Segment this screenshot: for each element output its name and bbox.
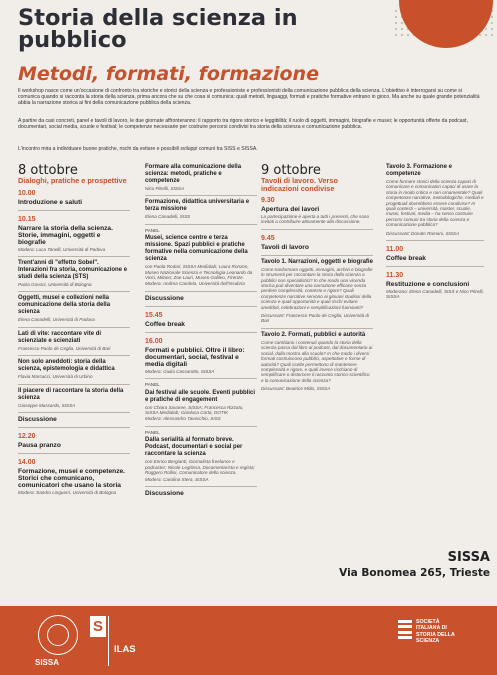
talk-title: Lati di vite: raccontare vite di scienziate e scienziati <box>18 330 102 344</box>
ilas-logo-divider <box>108 616 109 666</box>
orange-circle-decoration <box>399 0 493 48</box>
panel-title: Dalla serialità al formato breve. Podcast, documentari e social per raccontare la scienza <box>145 437 243 458</box>
panel-moderator: Modera: Carolina Stera, SISSA <box>145 476 209 482</box>
day-heading: 9 ottobre <box>261 163 321 178</box>
program-column-4 <box>386 162 484 300</box>
session-description: La partecipazione è aperta a tutti i presenti, che sono invitati a contribuire attivamente alla discussione. <box>261 214 370 225</box>
table-description: Come trasformare oggetti, immagini, archivi e biografie in strumenti per raccontare la storia della scienza a pubblici non specialistici? In che modo una vicenda storica può diventare una narrazione efficace senza perdere complessità, contesto e rigore? Quali competenze narrative servono ai giovani studiosi della scienza e quali opportunità e quali rischi evitare aneddoti, celebrazioni e semplificazioni fuorvianti? <box>261 266 373 310</box>
talk-speaker: Francesco Paolo de Ceglia, Università di Bari <box>18 345 111 351</box>
intro-paragraph-1: Il workshop nasce come un'occasione di confronto tra storiche e storici della scienza e professioniste e professionisti della comunicazione pubblica della scienza. L'obiettivo è interrogarsi su come si comunica quando si racconta la storia della scienza, prima ancora che su che cosa si comunica: quali metodi, linguaggi, formati e pratiche formative entrano in gioco. Ma anche su quale grande potenzialità abbia la narrazione storica ai fini della comunicazione pubblica della scienza. <box>18 88 480 106</box>
program-column-2 <box>145 162 257 497</box>
day-heading: 8 ottobre <box>18 163 78 178</box>
sissa-logo-text: SISSA <box>35 658 60 667</box>
session-moderator: Modera: Sandro Linguerri, Università di Bologna <box>18 489 117 495</box>
session-title: Formazione, musei e competenze. Storici che comunicano, comunicatori che usano la storia <box>18 467 125 489</box>
divider <box>18 412 130 413</box>
session-title: Discussione <box>145 489 184 497</box>
panel-speakers: con Chiara Savaree, SISSA; Francesca Rizzato, SISSA Medialab; Gianluca Carta, DOTIK <box>145 404 244 416</box>
session-title: Discussione <box>18 415 57 423</box>
panel-label: PANEL <box>145 382 160 388</box>
divider <box>18 291 130 292</box>
divider <box>18 355 130 356</box>
siss-logo-line: STORIA DELLA <box>416 631 455 638</box>
talk-speaker: Paola Govoni, Università di Bologna <box>18 281 92 287</box>
session-moderators: Moderano: Elena Canadelli, SISS e Nico Pitrelli, SISSA <box>386 289 484 300</box>
session-title: Formati e pubblici. Oltre il libro: documentari, social, festival e media digitali <box>145 346 245 368</box>
footer-logo-band <box>0 606 497 675</box>
intro-paragraph-3: L'incontro mira a individuare buone pratiche, rischi da evitare e possibili sviluppi comuni tra SISS e SISSA. <box>18 146 258 152</box>
divider <box>261 328 373 329</box>
session-title: Tavoli di lavoro <box>261 243 309 251</box>
divider <box>145 486 257 487</box>
session-time: 14.00 <box>18 458 36 466</box>
divider <box>386 266 484 267</box>
talk-title: Il piacere di raccontare la storia della scienza <box>18 387 124 401</box>
siss-logo-line: ITALIANA DI <box>416 625 447 632</box>
panel-moderator: Modera: Alessandro Tavecchio, SISS <box>145 416 221 422</box>
divider <box>145 426 257 427</box>
talk-speaker: Elena Canadelli, Università di Padova <box>18 317 95 323</box>
divider <box>145 332 257 333</box>
poster-title: Storia della scienza in pubblico <box>18 5 298 53</box>
talk-speaker: Nico Pitrelli, SISSA <box>145 186 185 191</box>
table-discussant: Discussant: Francesco Paolo de Ceglia, Università di Bari <box>261 313 370 324</box>
table-title: Tavolo 3. Formazione e competenze <box>386 164 452 177</box>
sissa-seal-icon <box>38 615 78 655</box>
divider <box>261 255 373 256</box>
divider <box>18 256 130 257</box>
talk-title: Oggetti, musei e collezioni nella comunicazione della storia della scienza <box>18 295 111 316</box>
session-time: 9.45 <box>261 234 275 242</box>
session-title: Restituzione e conclusioni <box>386 281 470 289</box>
divider <box>18 384 130 385</box>
divider <box>18 210 130 211</box>
session-moderator: Modera: Luca Tanelli, Università di Padova <box>18 246 106 252</box>
session-time: 11.30 <box>386 272 404 280</box>
talk-title: Trent'anni di "effetto Sobel". Interazioni fra storia, comunicazione e studi della scienza (STS) <box>18 259 128 280</box>
panel-speakers: con Paola Rodari, SISSA Medialab; Laura Ronzon, Museo Nazionale Scienza e Tecnologia Leonardo da Vinci, Milano; Zoe Lauri, Museo Galileo, Firenze. <box>145 264 253 281</box>
session-title: Introduzione e saluti <box>18 198 83 206</box>
session-time: 15.45 <box>145 311 163 319</box>
siss-logo-line: SCIENZA <box>416 638 440 645</box>
panel-moderator: Modera: Andrea Candela, Università dell'Insubria <box>145 281 245 287</box>
poster-subtitle: Metodi, formati, formazione <box>18 63 319 85</box>
session-time: 12.20 <box>18 432 36 440</box>
program-column-1 <box>18 162 130 495</box>
panel-title: Musei, science centre e terza missione. Spazi pubblici e pratiche formative nella comunicazione della scienza <box>145 235 248 263</box>
session-time: 9.30 <box>261 197 275 204</box>
divider <box>145 224 257 225</box>
table-title: Tavolo 2. Formati, pubblici e autorità <box>261 331 366 338</box>
session-time: 10.15 <box>18 215 36 223</box>
divider <box>145 291 257 292</box>
session-moderator: Modera: Giulia Cassarotto, SISSA <box>145 368 215 374</box>
session-title: Narrare la storia della scienza. Storie, immagini, oggetti e biografie <box>18 224 113 246</box>
day-subtitle: Tavoli di lavoro. Verso indicazioni condivise <box>261 176 338 193</box>
ilas-logo-text: ILAS <box>114 644 136 655</box>
panel-title: Dai festival alle scuole. Eventi pubblici e pratiche di engagement <box>145 389 256 403</box>
talk-speaker: Flavia Marcacci, Università di Urbino <box>18 374 93 380</box>
talk-title: Formare alla comunicazione della scienza: metodi, pratiche e competenze <box>145 164 242 184</box>
venue-address: Via Bonomea 265, Trieste <box>339 567 490 579</box>
talk-speaker: Giuseppe Mussardo, SISSA <box>18 402 76 408</box>
siss-logo-text <box>416 619 455 645</box>
program-column-3 <box>261 162 373 392</box>
venue-name: SISSA <box>447 550 490 565</box>
divider <box>145 195 257 196</box>
session-time: 10.00 <box>18 189 36 197</box>
divider <box>261 229 373 230</box>
venue <box>325 550 490 579</box>
divider <box>386 240 484 241</box>
panel-label: PANEL <box>145 429 160 435</box>
session-title: Coffee break <box>386 255 426 263</box>
intro-paragraph-2: A partire da casi concreti, panel e tavoli di lavoro, le due giornate affronteranno: il rapporto tra rigore storico e leggibilità; il ruolo di oggetti, immagini, biografie e musei; le opportunità offerte da podcast, documentari, social media, scuole e festival; le competenze necessarie per costruire percorsi condivisi tra storia della scienza e comunicazione pubblica. <box>18 118 469 130</box>
table-discussant: Discussant: Beatrice Mião, SISSA <box>261 386 331 392</box>
divider <box>18 427 130 428</box>
divider <box>18 327 130 328</box>
talk-title: Formazione, didattica universitaria e terza missione <box>145 199 250 213</box>
ilas-logo-mark: S <box>90 616 106 637</box>
table-description: Come formare storici della scienza capaci di comunicare e comunicatori capaci di usare la storia in modo critico e non ornamentale? Quali competenze narrative, metodologiche, mediali e progettuali dovrebbero essere condivise? In quali contesti – università, master, scuole, musei, festival, media – ha senso costruire percorsi comuni tra storia della scienza e comunicazione pubblica? <box>386 179 484 228</box>
talk-title: Non solo aneddoti: storia della scienza, epistemologia e didattica <box>18 359 115 373</box>
panel-speakers: con Enrico Bergianti, Giornalista freelance e podcaster; Nicole Legitissa, Documentarista e regista; Ruggero Rollini, Comunicatore della scienza. <box>145 459 255 476</box>
talk-speaker: Elena Canadelli, SISS <box>145 214 191 220</box>
session-time: 11.00 <box>386 246 404 254</box>
divider <box>18 453 130 454</box>
session-title: Coffee break <box>145 320 185 328</box>
table-description: Come cambiano i contenuti quando la storia della scienza passa dal libro al podcast, dal documentario ai social, dalla mostra alla scuola? In che modo i diversi formati costruiscono pubblici, aspettative e forme di autorità? Quali scelte permettono di mantenere complessità e rigore, e quali invece rischiano di semplificare o distorcere il racconto storico-scientifico e la comunicazione della scienza? <box>261 339 373 383</box>
panel-label: PANEL <box>145 227 160 233</box>
session-title: Discussione <box>145 294 184 302</box>
table-discussant: Discussant: Donato Ramani, SISSA <box>386 230 460 236</box>
session-time: 16.00 <box>145 337 163 345</box>
session-title: Pausa pranzo <box>18 441 61 449</box>
siss-logo-bars-icon <box>398 620 412 644</box>
siss-logo-line: SOCIETÀ <box>416 619 440 625</box>
session-title: Apertura dei lavori <box>261 206 320 213</box>
day-subtitle: Dialoghi, pratiche e prospettive <box>18 176 127 185</box>
divider <box>145 306 257 307</box>
divider <box>145 378 257 379</box>
table-title: Tavolo 1. Narrazioni, oggetti e biografie <box>261 258 373 265</box>
